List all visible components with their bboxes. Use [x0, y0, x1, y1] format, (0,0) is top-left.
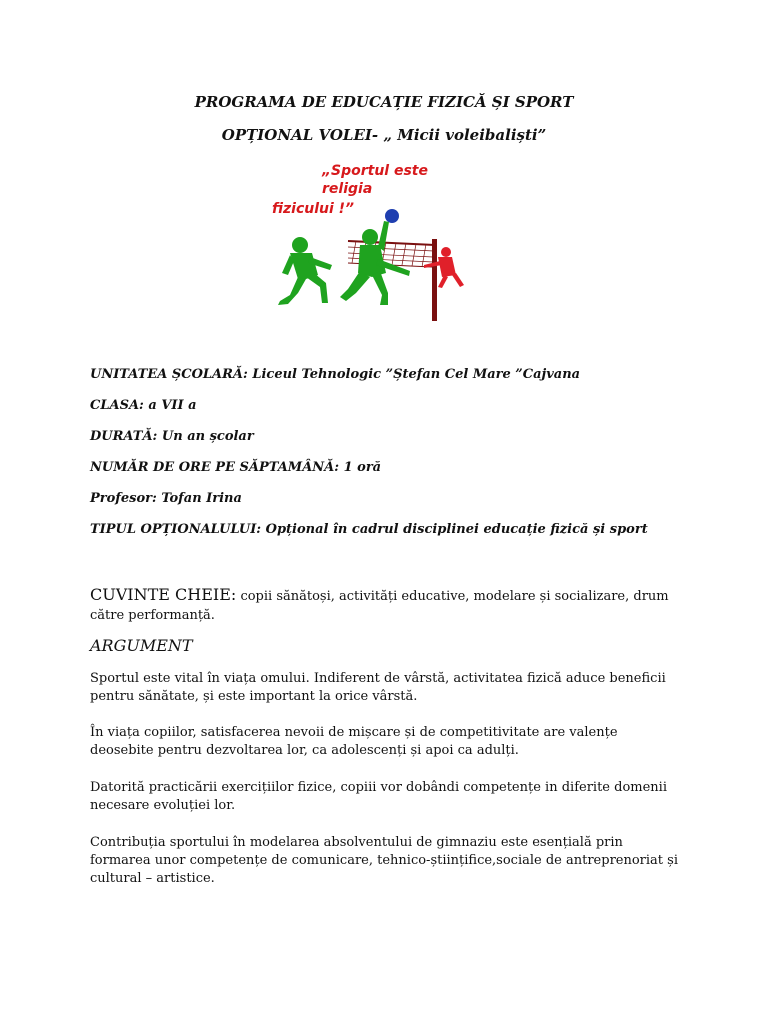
argument-paragraph: Contribuția sportului în modelarea absolventului de gimnaziu este esențială prin formarea unor competențe de comunicare, tehnico-științifice,sociale de antreprenoriat și cultural – artistice. — [90, 835, 678, 886]
keywords-section — [90, 585, 680, 625]
argument-paragraph: Datorită practicării exercițiilor fizice, copiii vor dobândi competențe in diferite domenii necesare evoluției lor. — [90, 780, 667, 813]
player-red-icon — [424, 247, 464, 288]
argument-paragraph: Sportul este vital în viața omului. Indiferent de vârstă, activitatea fizică aduce beneficii pentru sănătate, și este important la orice vârstă. — [90, 671, 666, 704]
ball-icon — [385, 209, 399, 223]
argument-heading: ARGUMENT — [90, 636, 193, 655]
logo-slogan-line1: „Sportul este — [322, 163, 428, 179]
volleyball-logo — [260, 155, 470, 325]
net-post-icon — [432, 239, 437, 321]
document-title: PROGRAMA DE EDUCAȚIE FIZICĂ ȘI SPORT — [194, 93, 574, 111]
detail-optional-type: TIPUL OPȚIONALULUI: Opțional în cadrul disciplinei educație fizică și sport — [90, 522, 648, 537]
document-subtitle: OPȚIONAL VOLEI- „ Micii voleibaliști” — [221, 126, 547, 144]
logo-slogan-line3: fizicului !” — [272, 201, 355, 217]
player-green-left-icon — [278, 237, 332, 305]
keywords-label: CUVINTE CHEIE: — [90, 585, 237, 604]
logo-slogan-line2: religia — [322, 181, 373, 197]
keywords-text: copii sănătoși, activități educative, modelare și socializare, drum către performanță. — [90, 589, 669, 623]
detail-duration: DURATĂ: Un an școlar — [90, 429, 254, 444]
detail-hours-per-week: NUMĂR DE ORE PE SĂPTAMÂNĂ: 1 oră — [90, 460, 382, 475]
argument-paragraph: În viața copiilor, satisfacerea nevoii de mișcare și de competitivitate are valențe deosebite pentru dezvoltarea lor, ca adolescenți și apoi ca adulți. — [90, 725, 618, 758]
detail-class: CLASA: a VII a — [90, 398, 197, 413]
detail-teacher: Profesor: Tofan Irina — [90, 491, 242, 506]
detail-school-unit: UNITATEA ȘCOLARĂ: Liceul Tehnologic ”Ștefan Cel Mare ”Cajvana — [90, 367, 581, 382]
